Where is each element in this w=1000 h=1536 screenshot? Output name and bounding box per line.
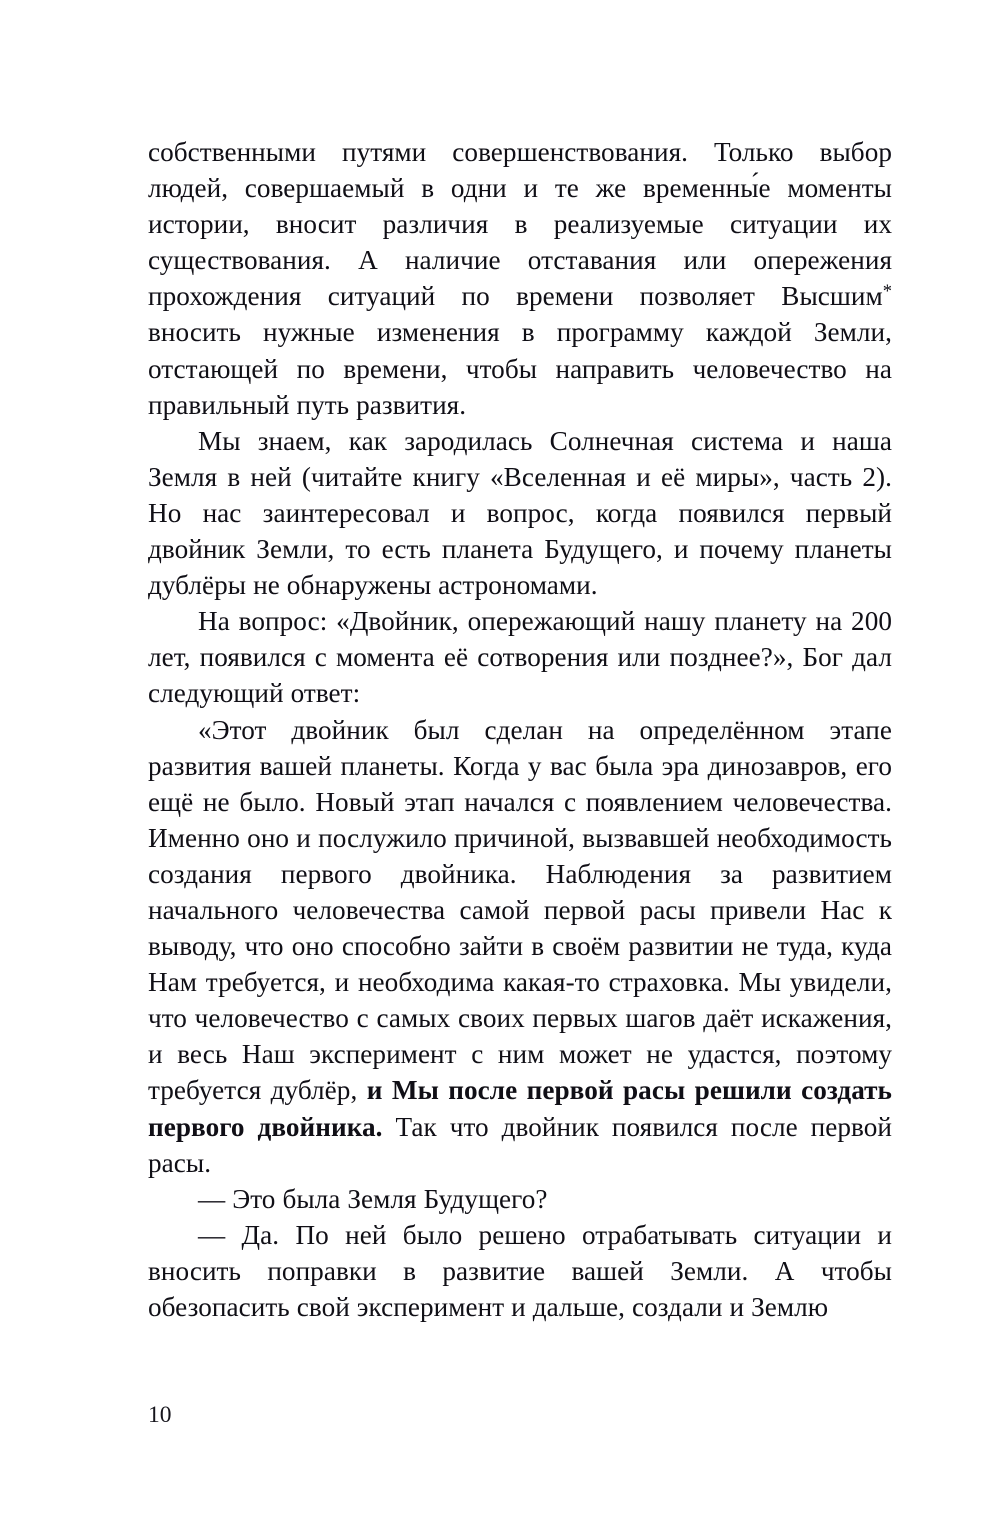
page-text-body — [148, 134, 892, 1325]
paragraph-text: На вопрос: «Двойник, опережающий нашу планету на 200 лет, появился с момента её сотворения или позднее?», Бог дал следующий ответ: — [148, 606, 892, 709]
page-number: 10 — [148, 1402, 172, 1428]
paragraph-with-bold-emphasis — [148, 712, 892, 1181]
paragraph-text: — Это была Земля Будущего? — [198, 1183, 548, 1214]
dialogue-line-answer — [148, 1217, 892, 1325]
footnote-asterisk-icon: * — [882, 281, 892, 302]
paragraph — [148, 423, 892, 603]
paragraph-text: Мы знаем, как зародилась Солнечная система и наша Земля в ней (читайте книгу «Вселенная и её миры», часть 2). Но нас заинтересовал и вопрос, когда появился первый двойник Земли, то есть планета Будущего, и почему планеты дублёры не обнаружены астрономами. — [148, 425, 892, 601]
paragraph-continuation — [148, 134, 892, 423]
paragraph-text: — Да. По ней было решено отрабатывать ситуации и вносить поправки в развитие вашей Земли. А чтобы обезопасить свой эксперимент и дальше, создали и Землю — [148, 1219, 892, 1322]
dialogue-line-question — [148, 1181, 892, 1217]
emphasized-text: и Мы после первой расы решили создать первого двойника. — [148, 1075, 892, 1142]
paragraph-text-after-emphasis: Так что двойник появился после первой расы. — [148, 1111, 892, 1178]
paragraph-text-before-emphasis: «Этот двойник был сделан на определённом этапе развития вашей планеты. Когда у вас была эра динозавров, его ещё не было. Новый этап начался с появлением человечества. Именно оно и послужило причиной, вызвавшей необходимость создания первого двойника. Наблюдения за развитием начального человечества самой первой расы привели Нас к выводу, что оно способно зайти в своём развитии не туда, куда Нам требуется, и необходима какая-то страховка. Мы увидели, что человечество с самых своих первых шагов даёт искажения, и весь Наш эксперимент с ним может не удастся, поэтому требуется дублёр, — [148, 714, 892, 1106]
paragraph — [148, 603, 892, 711]
paragraph-text-after-footnote: вносить нужные изменения в программу каждой Земли, отстающей по времени, чтобы направить человечество на правильный путь развития. — [148, 317, 892, 420]
paragraph-text: собственными путями совершенствования. Только выбор людей, совершаемый в одни и те же временны́е моменты истории, вносит различия в реализуемые ситуации их существования. А наличие отставания или опережения прохождения ситуаций по времени позволяет Высшим — [148, 137, 892, 312]
